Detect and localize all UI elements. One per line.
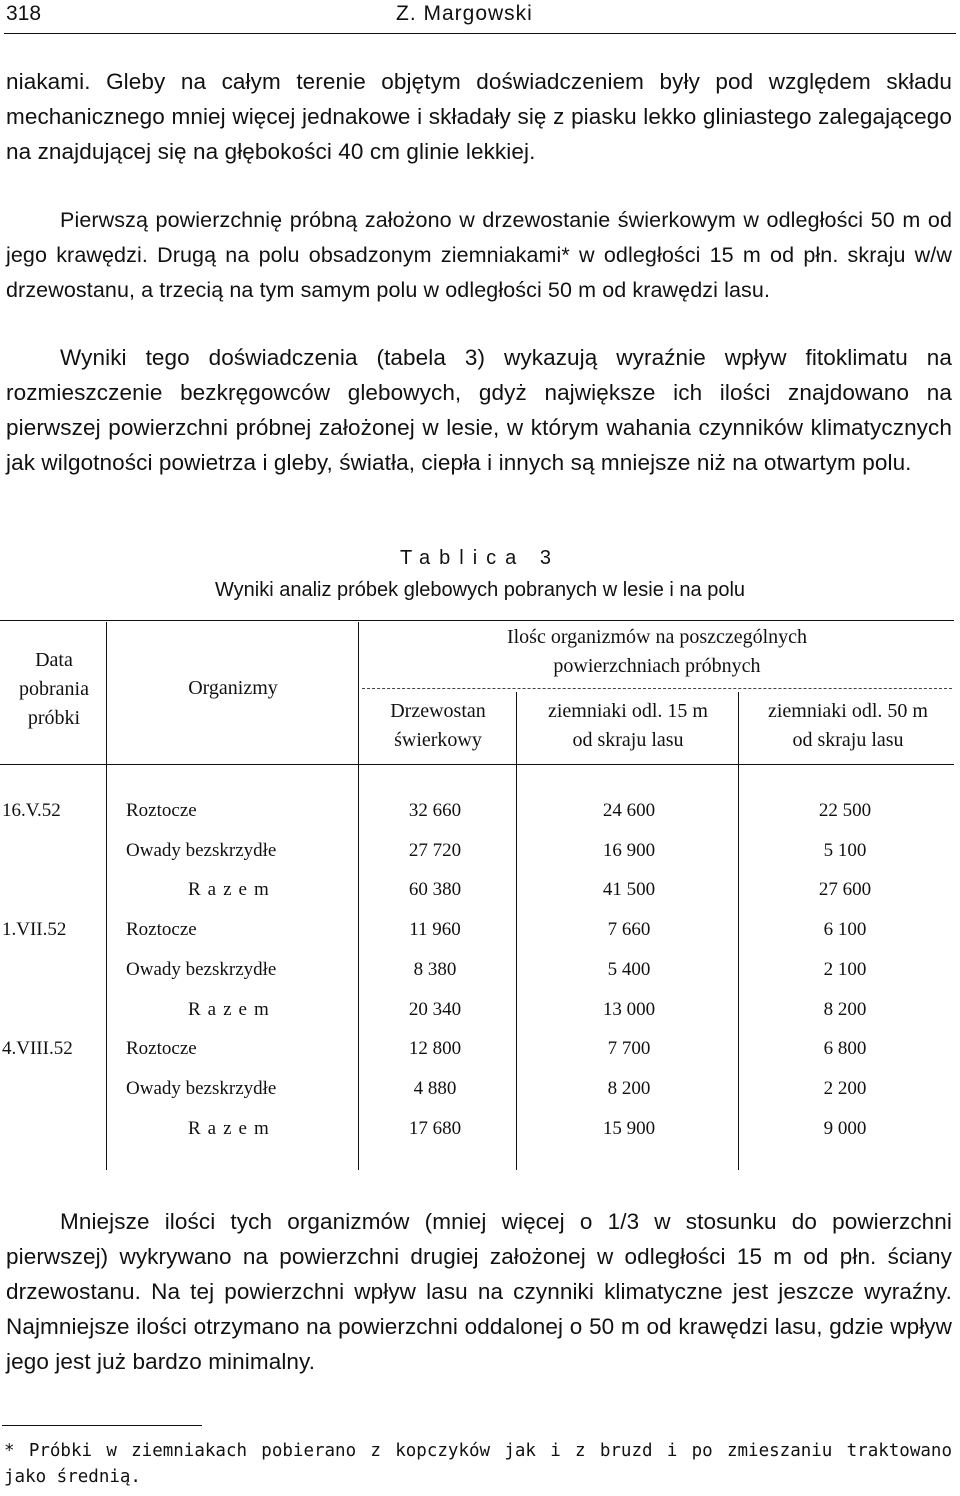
cell-50m: 8 200 — [823, 998, 867, 1020]
cell-15m: 13 000 — [602, 998, 656, 1020]
page-number: 318 — [6, 2, 42, 25]
cell-drzewostan: 17 680 — [408, 1117, 462, 1139]
cell-50m: 5 100 — [823, 839, 867, 861]
cell-15m: 24 600 — [602, 800, 656, 821]
header-col3-line: ziemniaki odl. 50 m — [768, 700, 928, 722]
header-col1 — [360, 697, 516, 755]
row-organism: Owady bezskrzydłe — [126, 839, 277, 861]
cell-drzewostan: 60 380 — [408, 879, 462, 901]
header-col3-line: od skraju lasu — [792, 729, 904, 751]
header-group-line: powierzchniach próbnych — [553, 655, 761, 677]
paragraph-4-text: Mniejsze ilości tych organizmów (mniej więcej o 1/3 w stosunku do powierzchni pierwszej) wykrywano na powierzchni drugiej założonej w odległości 15 m od płn. ściany drzewostanu. Na tej powierzchni wpływ lasu na czynniki klimatyczne jest jeszcze wyraźny. Najmniejsze ilości otrzymano na powierzchni oddalonej o 50 m od krawędzi lasu, gdzie wpływ jego jest już bardzo minimalny. — [6, 1209, 952, 1374]
cell-15m: 8 200 — [607, 1077, 651, 1099]
row-organism: Roztocze — [126, 1038, 197, 1060]
header-col2-line: od skraju lasu — [572, 729, 684, 751]
paragraph-4 — [6, 1204, 952, 1379]
cell-50m: 6 800 — [823, 1038, 867, 1060]
cell-50m: 9 000 — [823, 1117, 867, 1139]
header-col2-line: ziemniaki odl. 15 m — [548, 700, 708, 722]
row-organism: Razem — [188, 1117, 276, 1139]
cell-15m: 15 900 — [602, 1117, 656, 1139]
paragraph-3-text: Wyniki tego doświadczenia (tabela 3) wykazują wyraźnie wpływ fitoklimatu na rozmieszczenie bezkręgowców glebowych, gdyż największe ich ilości znajdowano na pierwszej powierzchni próbnej założonej w lesie, w którym wahania czynników klimatycznych jak wilgotności powietrza i gleby, światła, ciepła i innych są mniejsze niż na otwartym polu. — [6, 345, 952, 475]
paragraph-1: niakami. Gleby na całym terenie objętym doświadczeniem były pod względem składu mechanicznego mniej więcej jednakowe i składały się z piasku lekko gliniastego zalegającego na znajdującej się na głębokości 40 cm glinie lekkiej. — [6, 69, 952, 164]
running-head: Z. Margowski — [396, 2, 533, 25]
header-date-line: próbki — [27, 707, 81, 729]
cell-drzewostan: 12 800 — [408, 1038, 462, 1060]
cell-15m: 41 500 — [602, 879, 656, 901]
cell-drzewostan: 32 660 — [408, 800, 462, 821]
header-col1-line: świerkowy — [394, 729, 482, 751]
row-organism: Roztocze — [126, 919, 197, 941]
table-title: Tablica 3 — [400, 547, 560, 569]
header-rule — [4, 33, 956, 34]
cell-15m: 16 900 — [602, 839, 656, 861]
paragraph-2 — [6, 203, 952, 308]
footnote-rule — [2, 1425, 202, 1426]
cell-50m: 6 100 — [823, 919, 867, 941]
table-row — [0, 832, 960, 872]
cell-50m: 22 500 — [818, 800, 872, 821]
cell-15m: 5 400 — [607, 958, 651, 980]
header-group-line: Ilośc organizmów na poszczególnych — [506, 626, 808, 648]
row-organism: Owady bezskrzydłe — [126, 958, 277, 980]
cell-drzewostan: 4 880 — [413, 1077, 457, 1099]
paragraph-3 — [6, 340, 952, 480]
row-date: 4.VIII.52 — [2, 1038, 73, 1060]
table-row — [0, 1030, 960, 1070]
cell-drzewostan: 27 720 — [408, 839, 462, 861]
table-top-rule — [0, 620, 954, 621]
row-organism: Roztocze — [126, 800, 197, 821]
cell-50m: 27 600 — [818, 879, 872, 901]
row-date: 16.V.52 — [2, 800, 61, 821]
row-date: 1.VII.52 — [2, 919, 67, 941]
cell-50m: 2 200 — [823, 1077, 867, 1099]
row-organism: Owady bezskrzydłe — [126, 1077, 277, 1099]
paragraph-2-text: Pierwszą powierzchnię próbną założono w drzewostanie świerkowym w odległości 50 m od jego krawędzi. Drugą na polu obsadzonym ziemniakami* w odległości 15 m od płn. skraju w/w drzewostanu, a trzecią na tym samym polu w odległości 50 m od krawędzi lasu. — [6, 208, 952, 302]
header-col2 — [518, 697, 738, 755]
header-date — [2, 646, 106, 733]
header-col1-line: Drzewostan — [390, 700, 486, 722]
header-organisms: Organizmy — [188, 677, 278, 699]
header-date-line: pobrania — [19, 678, 89, 700]
cell-drzewostan: 8 380 — [413, 958, 457, 980]
table-row — [0, 1070, 960, 1110]
header-date-line: Data — [35, 649, 73, 671]
table-row — [0, 871, 960, 911]
cell-drzewostan: 11 960 — [409, 919, 461, 941]
cell-drzewostan: 20 340 — [408, 998, 462, 1020]
header-group — [362, 623, 952, 681]
footnote: * Próbki w ziemniakach pobierano z kopczyków jak i z bruzd i po zmieszaniu traktowano jako średnią. — [4, 1441, 952, 1487]
header-col3 — [740, 697, 956, 755]
cell-50m: 2 100 — [823, 958, 867, 980]
table-row — [0, 911, 960, 951]
cell-15m: 7 660 — [607, 919, 651, 941]
table-caption: Wyniki analiz próbek glebowych pobranych w lesie i na polu — [214, 579, 746, 601]
table-row — [0, 1110, 960, 1150]
cell-15m: 7 700 — [607, 1038, 651, 1060]
page-header — [4, 0, 954, 28]
table-row — [0, 991, 960, 1031]
table-header-bottom-rule — [0, 764, 954, 765]
group-header-rule — [362, 688, 952, 689]
table-row — [0, 792, 960, 832]
row-organism: Razem — [188, 879, 276, 901]
table-row — [0, 951, 960, 991]
row-organism: Razem — [188, 998, 276, 1020]
